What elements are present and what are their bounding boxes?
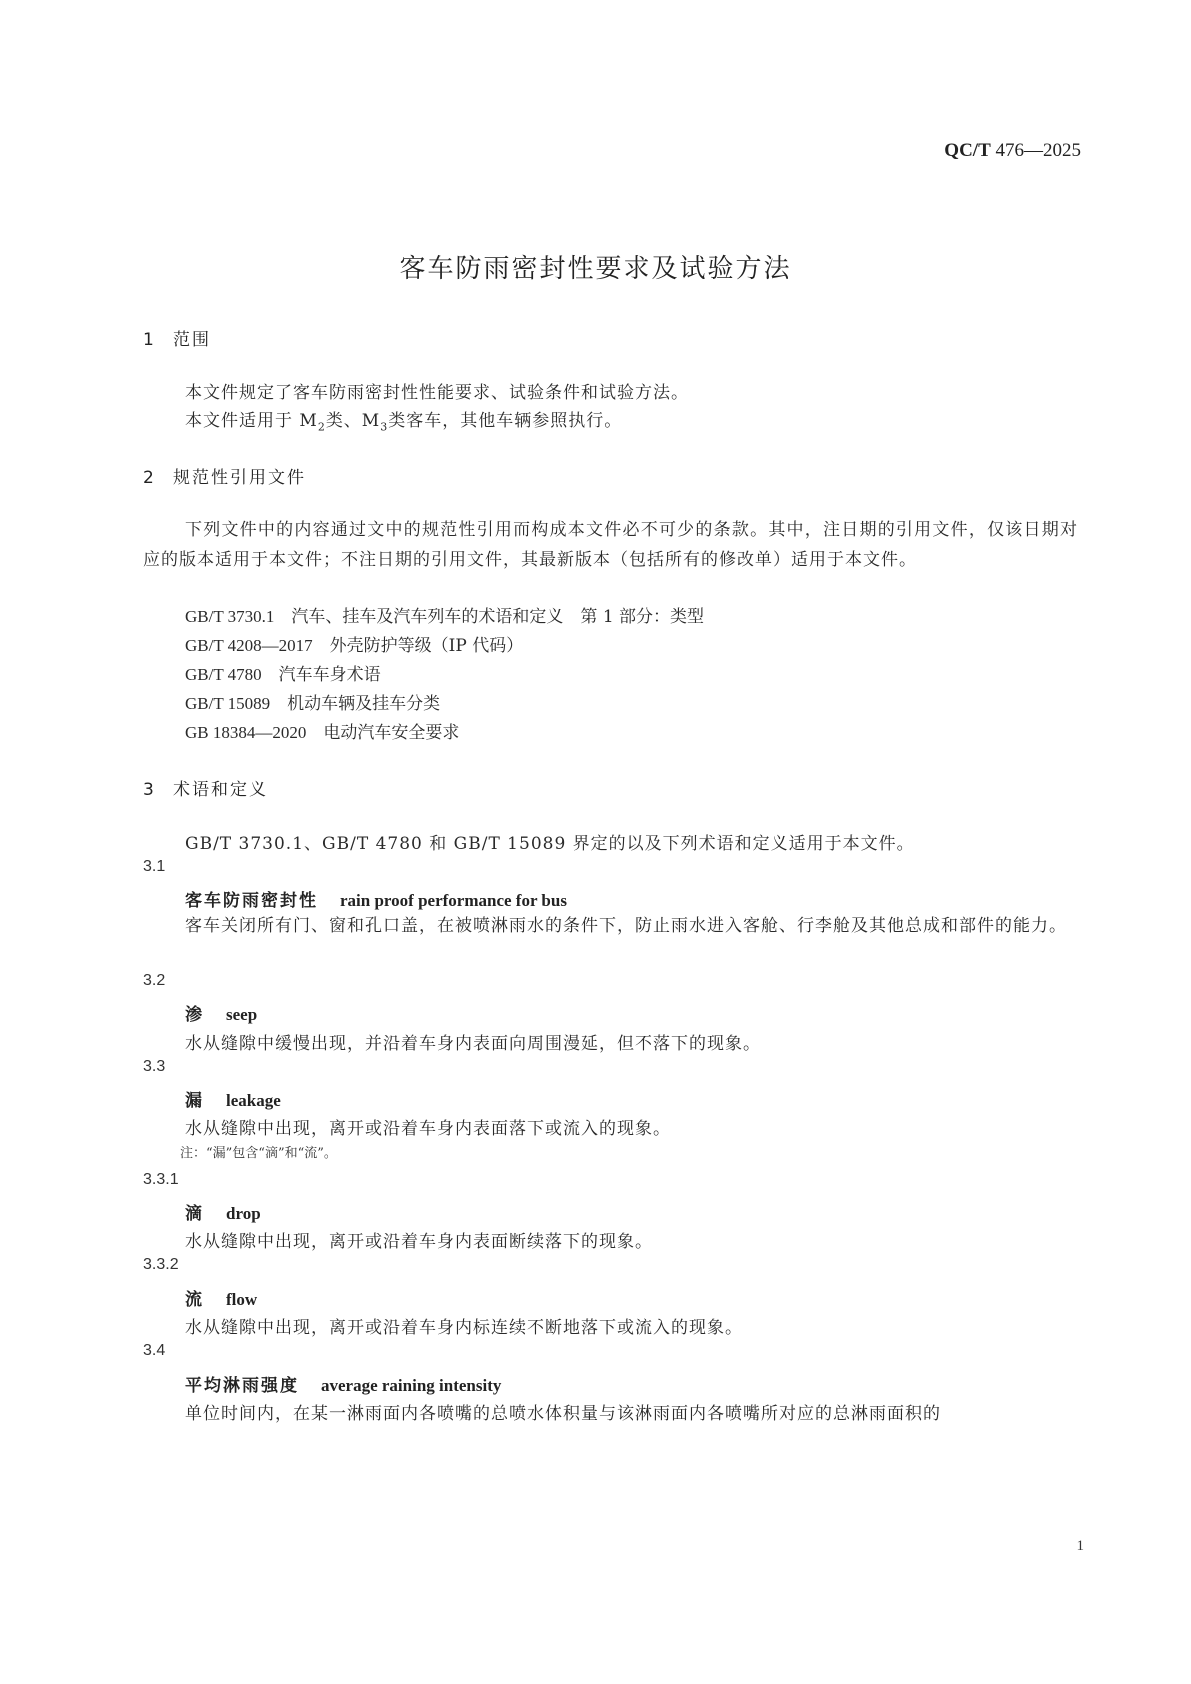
reference-item xyxy=(185,689,440,714)
term-chinese: 流 xyxy=(185,1290,204,1310)
section-2-heading xyxy=(143,463,306,488)
scope-text-a: 本文件适用于 M xyxy=(185,411,318,431)
term-heading xyxy=(185,886,567,911)
section-title: 范围 xyxy=(173,330,211,350)
standard-code: 476—2025 xyxy=(995,140,1081,161)
standard-prefix: QC/T xyxy=(944,140,991,161)
term-heading xyxy=(185,1371,501,1396)
term-heading xyxy=(185,1000,257,1025)
term-definition: 单位时间内，在某一淋雨面内各喷嘴的总喷水体积量与该淋雨面内各喷嘴所对应的总淋雨面积的 xyxy=(185,1404,941,1424)
scope-text-b: 类、M xyxy=(325,411,381,431)
term-note: 注：“漏”包含“滴”和“流”。 xyxy=(180,1146,337,1161)
terms-intro: GB/T 3730.1、GB/T 4780 和 GB/T 15089 界定的以及下列术语和定义适用于本文件。 xyxy=(185,834,915,854)
section-1-heading xyxy=(143,325,211,350)
term-chinese: 平均淋雨强度 xyxy=(185,1376,299,1396)
reference-code: GB/T 4208—2017 xyxy=(185,636,313,655)
term-english: drop xyxy=(226,1204,261,1223)
term-number: 3.1 xyxy=(143,858,166,875)
term-definition: 水从缝隙中缓慢出现，并沿着车身内表面向周围漫延，但不落下的现象。 xyxy=(185,1034,761,1054)
reference-title: 汽车、挂车及汽车列车的术语和定义 第 1 部分：类型 xyxy=(291,607,705,627)
term-number: 3.3 xyxy=(143,1058,166,1075)
reference-title: 外壳防护等级（IP 代码） xyxy=(329,636,524,656)
reference-code: GB/T 4780 xyxy=(185,665,262,684)
normative-intro: 下列文件中的内容通过文中的规范性引用而构成本文件必不可少的条款。其中，注日期的引用文件，仅该日期对应的版本适用于本文件；不注日期的引用文件，其最新版本（包括所有的修改单）适用于本文件。 xyxy=(143,520,1078,570)
term-number: 3.4 xyxy=(143,1342,166,1359)
term-english: seep xyxy=(226,1005,258,1024)
term-heading xyxy=(185,1086,281,1111)
page-number: 1 xyxy=(1076,1538,1084,1554)
section-number: 3 xyxy=(143,780,154,800)
reference-title: 电动汽车安全要求 xyxy=(323,723,460,743)
subscript-3: 3 xyxy=(380,420,389,434)
scope-paragraph-1: 本文件规定了客车防雨密封性性能要求、试验条件和试验方法。 xyxy=(185,383,689,403)
section-3-heading xyxy=(143,775,268,800)
standard-number xyxy=(944,140,1081,162)
section-number: 2 xyxy=(143,468,154,488)
term-chinese: 漏 xyxy=(185,1091,204,1111)
reference-title: 机动车辆及挂车分类 xyxy=(287,694,441,714)
scope-text-c: 类客车，其他车辆参照执行。 xyxy=(388,411,623,431)
term-chinese: 客车防雨密封性 xyxy=(185,891,318,911)
reference-item xyxy=(185,602,704,627)
reference-title: 汽车车身术语 xyxy=(278,665,381,685)
document-title: 客车防雨密封性要求及试验方法 xyxy=(399,254,792,284)
term-english: average raining intensity xyxy=(321,1376,502,1395)
term-number: 3.3.1 xyxy=(143,1171,179,1188)
reference-code: GB/T 3730.1 xyxy=(185,607,275,626)
term-english: flow xyxy=(226,1290,258,1309)
term-definition: 水从缝隙中出现，离开或沿着车身内表面断续落下的现象。 xyxy=(185,1232,653,1252)
subscript-2: 2 xyxy=(317,420,326,434)
scope-paragraph-2 xyxy=(185,406,622,433)
term-heading xyxy=(185,1285,257,1310)
term-number: 3.3.2 xyxy=(143,1256,179,1273)
section-title: 术语和定义 xyxy=(173,780,268,800)
term-chinese: 滴 xyxy=(185,1204,204,1224)
term-definition: 客车关闭所有门、窗和孔口盖，在被喷淋雨水的条件下，防止雨水进入客舱、行李舱及其他总成和部件的能力。 xyxy=(185,916,1067,936)
term-heading xyxy=(185,1199,261,1224)
reference-code: GB/T 15089 xyxy=(185,694,271,713)
term-english: rain proof performance for bus xyxy=(340,891,567,910)
reference-item xyxy=(185,660,381,685)
term-definition: 水从缝隙中出现，离开或沿着车身内表面落下或流入的现象。 xyxy=(185,1119,671,1139)
section-title: 规范性引用文件 xyxy=(173,468,306,488)
reference-item xyxy=(185,631,523,656)
term-definition: 水从缝隙中出现，离开或沿着车身内标连续不断地落下或流入的现象。 xyxy=(185,1318,743,1338)
term-number: 3.2 xyxy=(143,972,166,989)
reference-code: GB 18384—2020 xyxy=(185,723,307,742)
term-chinese: 渗 xyxy=(185,1005,204,1025)
reference-item xyxy=(185,718,459,743)
term-english: leakage xyxy=(226,1091,281,1110)
section-number: 1 xyxy=(143,330,154,350)
